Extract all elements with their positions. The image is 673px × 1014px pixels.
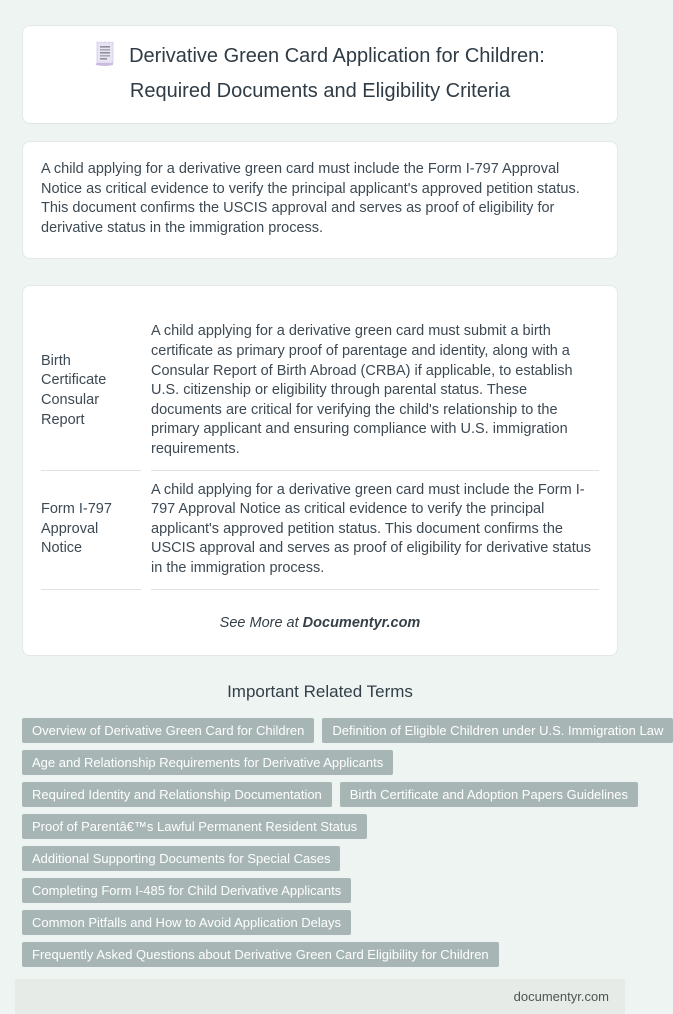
document-term-text: Form I-797 Approval Notice xyxy=(41,501,112,557)
tag-row xyxy=(22,718,664,743)
table-row xyxy=(41,471,599,590)
related-term-tag[interactable]: Additional Supporting Documents for Special Cases xyxy=(22,846,340,871)
tag-row xyxy=(22,910,618,935)
intro-text: A child applying for a derivative green card must include the Form I-797 Approval Notice as critical evidence to verify the principal applicant's approved petition status. This document confirms the USCIS approval and serves as proof of eligibility for derivative status in the immigration process. xyxy=(41,161,580,236)
document-description: A child applying for a derivative green card must submit a birth certificate as primary proof of parentage and identity, along with a Consular Report of Birth Abroad (CRBA) if applicable, to establish U.S. citizenship or eligibility through parental status. These documents are critical for verifying the child's relationship to the primary applicant and ensuring compliance with U.S. immigration requirements. xyxy=(151,312,599,470)
tag-row xyxy=(22,814,618,839)
document-term xyxy=(41,471,141,590)
related-term-tag[interactable]: Age and Relationship Requirements for Derivative Applicants xyxy=(22,750,393,775)
related-term-tag[interactable]: Required Identity and Relationship Documentation xyxy=(22,782,332,807)
see-more-prefix: See More at xyxy=(219,614,303,631)
see-more-site-link[interactable]: Documentyr.com xyxy=(302,614,421,631)
intro-card xyxy=(22,141,618,259)
related-term-tag[interactable]: Overview of Derivative Green Card for Children xyxy=(22,718,314,743)
related-term-tag[interactable]: Proof of Parentâ€™s Lawful Permanent Resident Status xyxy=(22,814,367,839)
document-term-text: Birth Certificate Consular Report xyxy=(41,352,107,428)
related-term-tag[interactable]: Common Pitfalls and How to Avoid Application Delays xyxy=(22,910,351,935)
related-term-tag[interactable]: Frequently Asked Questions about Derivative Green Card Eligibility for Children xyxy=(22,942,499,967)
tag-row xyxy=(22,750,618,775)
related-term-tag[interactable]: Completing Form I-485 for Child Derivative Applicants xyxy=(22,878,351,903)
tag-row xyxy=(22,878,618,903)
tag-row xyxy=(22,846,618,871)
receipt-icon xyxy=(95,41,116,76)
document-description: A child applying for a derivative green card must include the Form I-797 Approval Notice as critical evidence to verify the principal applicant's approved petition status. This document confirms the USCIS approval and serves as proof of eligibility for derivative status in the immigration process. xyxy=(151,471,599,590)
see-more-line xyxy=(41,614,599,634)
header-card xyxy=(22,25,618,124)
page-title-text: Derivative Green Card Application for Children: Required Documents and Eligibility Criteria xyxy=(129,45,545,102)
related-term-tag[interactable]: Birth Certificate and Adoption Papers Guidelines xyxy=(340,782,638,807)
tag-row xyxy=(22,942,618,967)
footer-site-link[interactable]: documentyr.com xyxy=(513,989,609,1005)
documents-card xyxy=(22,285,618,656)
tag-row xyxy=(22,782,629,807)
related-terms-tags xyxy=(22,718,664,967)
footer-bar xyxy=(15,979,625,1014)
related-terms-heading: Important Related Terms xyxy=(227,682,413,702)
related-term-tag[interactable]: Definition of Eligible Children under U.S. Immigration Law xyxy=(322,718,673,743)
page-title xyxy=(68,41,573,106)
document-term xyxy=(41,312,141,470)
table-row xyxy=(41,312,599,470)
